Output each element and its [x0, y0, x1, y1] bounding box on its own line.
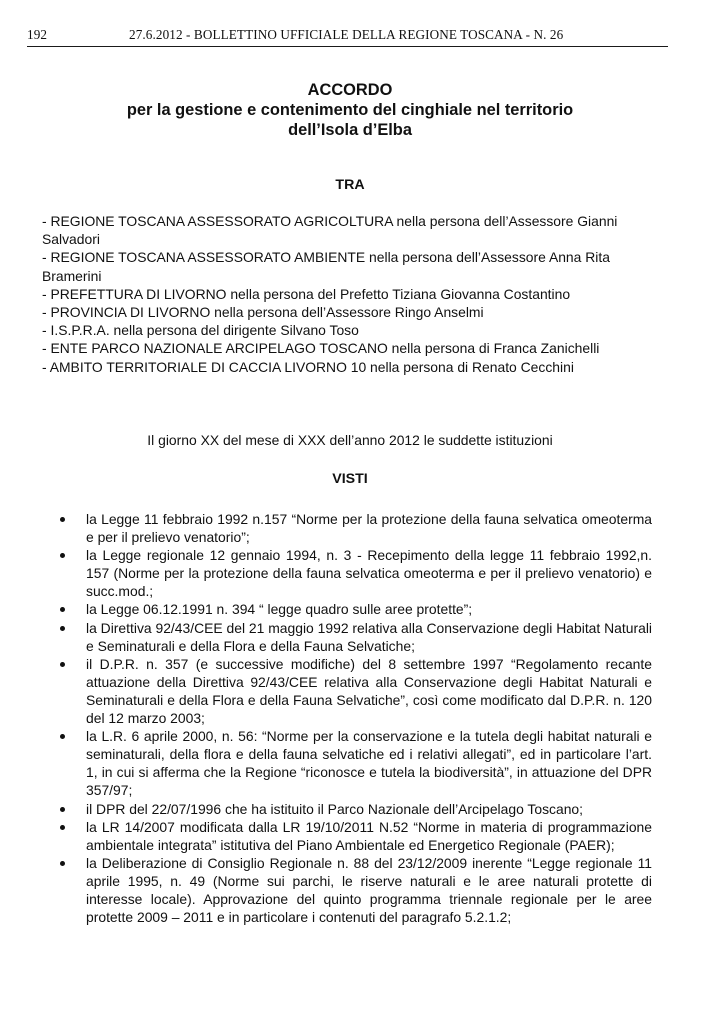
visti-item	[86, 510, 652, 546]
bullet-icon	[60, 861, 65, 866]
party-item: - REGIONE TOSCANA ASSESSORATO AGRICOLTURA nella persona dell’Assessore Gianni Salvadori	[42, 213, 618, 248]
visti-item	[86, 800, 652, 818]
bullet-icon	[60, 517, 65, 522]
parties-list	[42, 212, 656, 376]
bullet-icon	[60, 626, 65, 631]
document-title	[40, 80, 660, 140]
visti-heading: VISTI	[332, 471, 368, 487]
page-number: 192	[27, 27, 48, 42]
visti-item	[86, 818, 652, 854]
party-item: - PREFETTURA DI LIVORNO nella persona del Prefetto Tiziana Giovanna Costantino	[42, 285, 571, 302]
visti-item-text: il DPR del 22/07/1996 che ha istituito il Parco Nazionale dell’Arcipelago Toscano;	[86, 800, 584, 817]
visti-item	[86, 727, 652, 799]
party-item: - PROVINCIA DI LIVORNO nella persona dell’Assessore Ringo Anselmi	[42, 304, 484, 321]
bullet-icon	[60, 662, 65, 667]
visti-item-text: la Direttiva 92/43/CEE del 21 maggio 1992 relativa alla Conservazione degli Habitat Naturali e Seminaturali e della Flora e della Fauna Selvatiche;	[86, 619, 652, 654]
bullet-icon	[60, 607, 65, 612]
visti-item-text: la Deliberazione di Consiglio Regionale n. 88 del 23/12/2009 inerente “Legge regionale 11 aprile 1995, n. 49 (Norme sui parchi, le riserve naturali e le aree naturali protette di interesse locale). Approvazione del quinto programma triennale regionale per le aree protette 2009 – 2011 e in particolare i contenuti del paragrafo 5.2.1.2;	[86, 854, 652, 926]
intro-sentence: Il giorno XX del mese di XXX dell’anno 2012 le suddette istituzioni	[147, 432, 553, 448]
title-line-3: dell’Isola d’Elba	[288, 121, 412, 139]
visti-item-text: la LR 14/2007 modificata dalla LR 19/10/2011 N.52 “Norme in materia di programmazione ambientale integrata” istitutiva del Piano Ambientale ed Energetico Regionale (PAER);	[86, 818, 652, 853]
visti-list	[86, 510, 652, 926]
tra-heading: TRA	[335, 177, 365, 193]
gazette-header-title: 27.6.2012 - BOLLETTINO UFFICIALE DELLA REGIONE TOSCANA - N. 26	[129, 27, 564, 42]
bullet-icon	[60, 825, 65, 830]
visti-item-text: la Legge regionale 12 gennaio 1994, n. 3 - Recepimento della legge 11 febbraio 1992,n. 157 (Norme per la protezione della fauna selvatica omeoterma e per il prelievo venatorio) e succ.mod.;	[86, 547, 652, 600]
title-line-2: per la gestione e contenimento del cinghiale nel territorio	[126, 101, 574, 119]
visti-item	[86, 619, 652, 655]
bullet-icon	[60, 734, 65, 739]
visti-item-text: la Legge 11 febbraio 1992 n.157 “Norme per la protezione della fauna selvatica omeoterma e per il prelievo venatorio”;	[86, 511, 652, 546]
visti-item-text: la Legge 06.12.1991 n. 394 “ legge quadro sulle aree protette”;	[86, 601, 473, 618]
bullet-icon	[60, 807, 65, 812]
visti-item	[86, 655, 652, 727]
bullet-icon	[60, 553, 65, 558]
party-item: - I.S.P.R.A. nella persona del dirigente Silvano Toso	[42, 322, 359, 339]
party-item: - ENTE PARCO NAZIONALE ARCIPELAGO TOSCANO nella persona di Franca Zanichelli	[42, 340, 600, 357]
visti-item-text: il D.P.R. n. 357 (e successive modifiche) del 8 settembre 1997 “Regolamento recante attuazione della Direttiva 92/43/CEE relativa alla Conservazione degli Habitat Naturali e Seminaturali e della Flora e della Fauna Selvatiche”, così come modificato dal D.P.R. n. 120 del 12 marzo 2003;	[86, 655, 652, 727]
title-line-1: ACCORDO	[307, 81, 393, 99]
visti-item-text: la L.R. 6 aprile 2000, n. 56: “Norme per la conservazione e la tutela degli habitat naturali e seminaturali, della flora e della fauna selvatiche ed i relativi allegati”, ed in particolare l’art. 1, in cui si afferma che la Regione “riconosce e tutela la biodiversità”, in attuazione del DPR 357/97;	[86, 728, 652, 799]
visti-item	[86, 854, 652, 926]
visti-item	[86, 546, 652, 600]
running-header	[27, 24, 668, 47]
party-item: - REGIONE TOSCANA ASSESSORATO AMBIENTE nella persona dell’Assessore Anna Rita Bramerini	[42, 249, 610, 284]
visti-item	[86, 600, 652, 618]
party-item: - AMBITO TERRITORIALE DI CACCIA LIVORNO 10 nella persona di Renato Cecchini	[42, 358, 574, 375]
